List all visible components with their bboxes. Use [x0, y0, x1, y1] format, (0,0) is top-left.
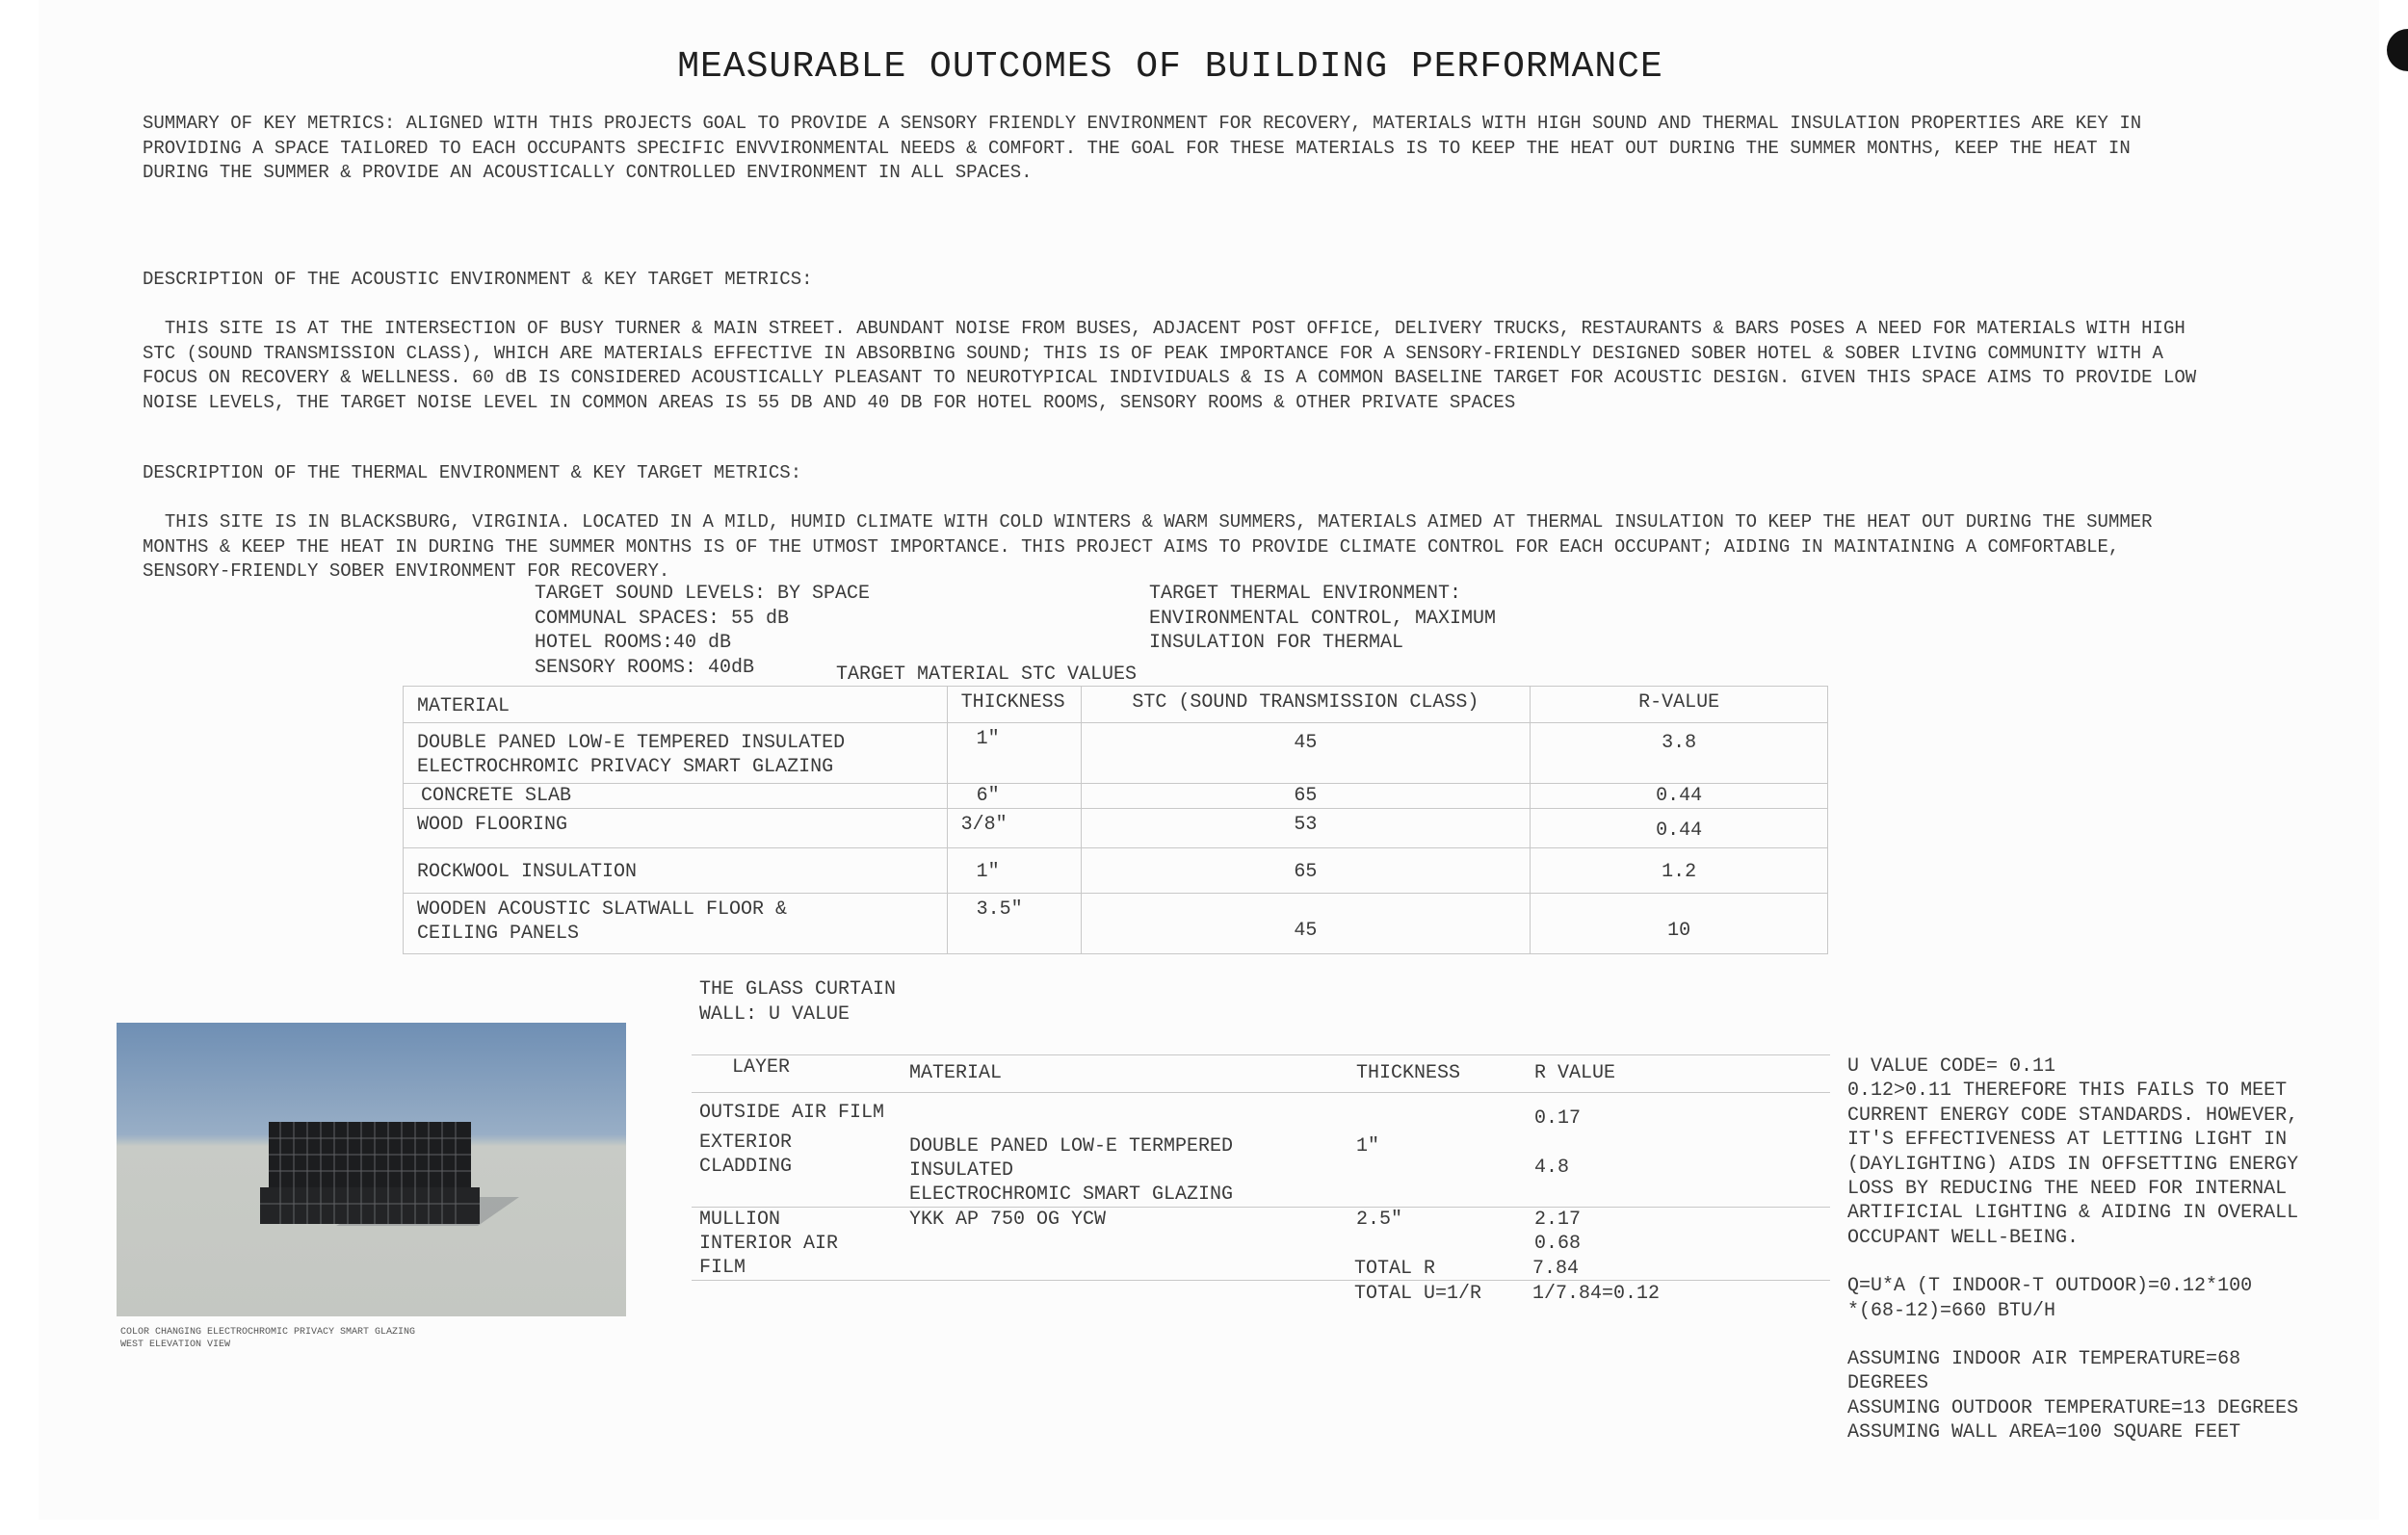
table-row: [692, 1131, 1830, 1208]
note-line: U VALUE CODE= 0.11: [1847, 1055, 2056, 1078]
u-value-notes: [1847, 1054, 2298, 1445]
glass-curtain-title: [699, 977, 896, 1027]
note-line: ASSUMING OUTDOOR TEMPERATURE=13 DEGREES: [1847, 1396, 2299, 1419]
note-line: ARTIFICIAL LIGHTING & AIDING IN OVERALL: [1847, 1202, 2299, 1225]
table-row: [692, 1208, 1830, 1233]
thermal-heading: DESCRIPTION OF THE THERMAL ENVIRONMENT & KEY TARGET METRICS:: [143, 462, 802, 483]
summary-paragraph: SUMMARY OF KEY METRICS: ALIGNED WITH THIS PROJECTS GOAL TO PROVIDE A SENSORY FRIENDLY ENVIRONMENT FOR RECOVERY, MATERIALS WITH HIGH SOUND AND THERMAL INSULATION PROPERTIES ARE KEY IN PROVIDING A SPACE TAILORED TO EACH OCCUPANTS SPECIFIC ENVVIRONMENTAL NEEDS & COMFORT. THE GOAL FOR THESE MATERIALS IS TO KEEP THE HEAT OUT DURING THE SUMMER MONTHS, KEEP THE HEAT IN DURING THE SUMMER & PROVIDE AN ACOUSTICALLY CONTROLLED ENVIRONMENT IN ALL SPACES.: [143, 113, 2153, 183]
column-header: MATERIAL: [417, 695, 510, 717]
table-row: [404, 848, 1828, 894]
r-value-cell: 0.17: [1534, 1107, 1582, 1130]
thermal-section: [143, 412, 2204, 585]
u-value-table: [692, 1054, 1830, 1281]
note-line: CURRENT ENERGY CODE STANDARDS. HOWEVER,: [1847, 1104, 2299, 1127]
table-header-row: [692, 1055, 1830, 1093]
thickness-cell: 2.5": [1356, 1209, 1403, 1231]
table-header-row: [404, 687, 1828, 723]
column-header: R VALUE: [1534, 1062, 1616, 1084]
acoustic-body: THIS SITE IS AT THE INTERSECTION OF BUSY TURNER & MAIN STREET. ABUNDANT NOISE FROM BUSES, ADJACENT POST OFFICE, DELIVERY TRUCKS, RESTAURANTS & BARS POSES A NEED FOR MATERIALS WITH HIGH STC (SOUND TRANSMISSION CLASS), WHICH ARE MATERIALS EFFECTIVE IN ABSORBING SOUND; THIS IS OF PEAK IMPORTANCE FOR A SENSORY-FRIENDLY DESIGNED SOBER HOTEL & SOBER LIVING COMMUNITY WITH A FOCUS ON RECOVERY & WELLNESS. 60 dB IS CONSIDERED ACOUSTICALLY PLEASANT TO NEUROTYPICAL INDIVIDUALS & IS A COMMON BASELINE TARGET FOR ACOUSTIC DESIGN. GIVEN THIS SPACE AIMS TO PROVIDE LOW NOISE LEVELS, THE TARGET NOISE LEVEL IN COMMON AREAS IS 55 DB AND 40 DB FOR HOTEL ROOMS, SENSORY ROOMS & OTHER PRIVATE SPACES: [143, 318, 2208, 413]
note-line: IT'S EFFECTIVENESS AT LETTING LIGHT IN: [1847, 1129, 2288, 1152]
thermal-body: THIS SITE IS IN BLACKSBURG, VIRGINIA. LOCATED IN A MILD, HUMID CLIMATE WITH COLD WINTERS & WARM SUMMERS, MATERIALS AIMED AT THERMAL INSULATION TO KEEP THE HEAT OUT DURING THE SUMMER MONTHS & KEEP THE HEAT IN DURING THE SUMMER MONTHS IS OF THE UTMOST IMPORTANCE. THIS PROJECT AIMS TO PROVIDE CLIMATE CONTROL FOR EACH OCCUPANT; AIDING IN MAINTAINING A COMFORTABLE, SENSORY-FRIENDLY SOBER ENVIRONMENT FOR RECOVERY.: [143, 511, 2163, 582]
layer-cell: OUTSIDE AIR FILM: [699, 1102, 885, 1124]
thermal-target-line: TARGET THERMAL ENVIRONMENT:: [1149, 583, 1462, 605]
r-value-cell: 4.8: [1534, 1157, 1570, 1179]
layer-cell: EXTERIOR CLADDING: [699, 1132, 793, 1178]
note-line: 0.12>0.11 THEREFORE THIS FAILS TO MEET: [1847, 1080, 2288, 1103]
table-row: [404, 894, 1828, 954]
thickness-cell: 6": [976, 785, 1000, 807]
thickness-cell: 3/8": [960, 814, 1008, 836]
building-elevation-render: [117, 1023, 626, 1316]
note-line: *(68-12)=660 BTU/H: [1847, 1299, 2056, 1322]
sound-target-line: TARGET SOUND LEVELS: BY SPACE: [535, 583, 871, 605]
sound-target-line: HOTEL ROOMS:40 dB: [535, 632, 732, 654]
column-header: R-VALUE: [1638, 691, 1720, 714]
table-row: [404, 723, 1828, 784]
material-cell: WOOD FLOORING: [417, 814, 568, 836]
thickness-cell: 3.5": [976, 898, 1023, 921]
stc-cell: 53: [1294, 814, 1318, 836]
stc-cell: 65: [1294, 861, 1318, 883]
layer-cell: MULLION: [699, 1209, 781, 1231]
stc-cell: 45: [1294, 732, 1318, 754]
glass-title-line: WALL: U VALUE: [699, 1002, 851, 1026]
layer-cell: INTERIOR AIR FILM: [699, 1233, 839, 1279]
u-totals: [1354, 1257, 1660, 1306]
note-line: DEGREES: [1847, 1372, 1929, 1395]
acoustic-heading: DESCRIPTION OF THE ACOUSTIC ENVIRONMENT & KEY TARGET METRICS:: [143, 269, 813, 290]
glass-title-line: THE GLASS CURTAIN: [699, 978, 897, 1001]
stc-table-caption: TARGET MATERIAL STC VALUES: [836, 663, 1138, 686]
column-header: THICKNESS: [960, 691, 1065, 714]
sound-target-line: COMMUNAL SPACES: 55 dB: [535, 607, 790, 630]
r-value-cell: 0.68: [1534, 1233, 1582, 1255]
stc-cell: 45: [1294, 920, 1318, 942]
note-line: Q=U*A (T INDOOR-T OUTDOOR)=0.12*100: [1847, 1275, 2253, 1298]
total-u-value: 1/7.84=0.12: [1532, 1282, 1661, 1305]
r-value-cell: 2.17: [1534, 1209, 1582, 1231]
thickness-cell: 1": [1356, 1135, 1380, 1158]
r-value-cell: 0.44: [1656, 820, 1703, 842]
acoustic-section: [143, 219, 2208, 415]
table-row: [692, 1093, 1830, 1132]
material-cell: ROCKWOOL INSULATION: [417, 861, 638, 883]
page-title: MEASURABLE OUTCOMES OF BUILDING PERFORMANCE: [677, 46, 1663, 88]
caption-line: COLOR CHANGING ELECTROCHROMIC PRIVACY SMART GLAZING: [120, 1327, 416, 1338]
thickness-cell: 1": [976, 861, 1000, 883]
building-illustration: [117, 1023, 626, 1316]
black-dot-marker: [2387, 29, 2408, 71]
column-header: THICKNESS: [1356, 1062, 1461, 1084]
thickness-cell: 1": [976, 728, 1000, 750]
total-r-label: TOTAL R: [1354, 1258, 1436, 1280]
total-u-label: TOTAL U=1/R: [1354, 1282, 1482, 1305]
material-cell: YKK AP 750 OG YCW: [909, 1209, 1107, 1231]
material-cell: DOUBLE PANED LOW-E TERMPERED INSULATED ELECTROCHROMIC SMART GLAZING: [909, 1135, 1234, 1206]
note-line: [1847, 1323, 2298, 1347]
r-value-cell: 3.8: [1662, 732, 1697, 754]
note-line: ASSUMING INDOOR AIR TEMPERATURE=68: [1847, 1348, 2241, 1371]
sound-target-line: SENSORY ROOMS: 40dB: [535, 656, 755, 679]
total-r-value: 7.84: [1532, 1258, 1580, 1280]
r-value-cell: 10: [1667, 920, 1691, 942]
column-header: LAYER: [732, 1056, 791, 1079]
caption-line: WEST ELEVATION VIEW: [120, 1340, 231, 1350]
material-cell: CONCRETE SLAB: [421, 785, 572, 807]
thermal-targets: [1149, 582, 1496, 656]
image-caption: [120, 1326, 415, 1351]
note-line: (DAYLIGHTING) AIDS IN OFFSETTING ENERGY: [1847, 1153, 2299, 1176]
material-cell: DOUBLE PANED LOW-E TEMPERED INSULATED ELECTROCHROMIC PRIVACY SMART GLAZING: [417, 732, 846, 778]
r-value-cell: 0.44: [1656, 785, 1703, 807]
note-line: [1847, 1250, 2298, 1274]
thermal-target-line: INSULATION FOR THERMAL: [1149, 632, 1404, 654]
table-row: [404, 809, 1828, 848]
table-row: [404, 784, 1828, 809]
column-header: STC (SOUND TRANSMISSION CLASS): [1132, 691, 1479, 714]
building-lower-volume: [260, 1187, 480, 1224]
note-line: OCCUPANT WELL-BEING.: [1847, 1226, 2080, 1249]
sound-targets: [535, 582, 870, 680]
note-line: ASSUMING WALL AREA=100 SQUARE FEET: [1847, 1421, 2241, 1444]
column-header: MATERIAL: [909, 1062, 1003, 1084]
material-cell: WOODEN ACOUSTIC SLATWALL FLOOR & CEILING PANELS: [417, 898, 788, 945]
r-value-cell: 1.2: [1662, 861, 1697, 883]
stc-table: [403, 686, 1828, 954]
stc-cell: 65: [1294, 785, 1318, 807]
note-line: LOSS BY REDUCING THE NEED FOR INTERNAL: [1847, 1178, 2288, 1201]
thermal-target-line: ENVIRONMENTAL CONTROL, MAXIMUM: [1149, 607, 1497, 630]
